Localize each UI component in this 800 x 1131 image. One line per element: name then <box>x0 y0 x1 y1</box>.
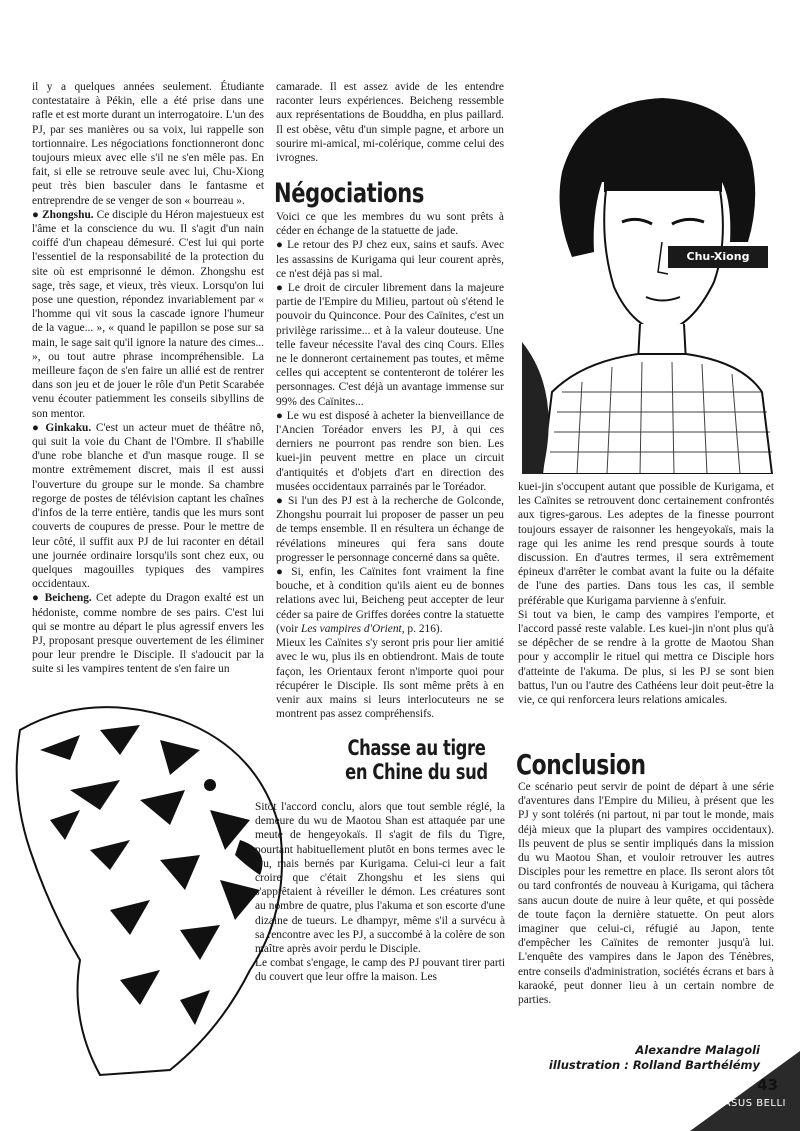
section-heading-conclusion: Conclusion <box>516 748 646 781</box>
npc-name: Beicheng. <box>44 592 92 605</box>
list-item-text: , p. 216). <box>401 622 443 635</box>
book-reference: Les vampires d'Orient <box>301 622 402 635</box>
bullet-icon: ● <box>276 282 288 295</box>
section-heading-negociations: Négociations <box>274 178 424 209</box>
list-item-text: Si, enfin, les Caïnites font vraiment la fine bouche, et à condition qu'ils aient eu de bonnes relations avec lui, Beicheng peut accepter de leur céder sa paire de Griffes dorées contre la statuette (voir <box>276 566 504 635</box>
paragraph: camarade. Il est assez avide de les entendre raconter leurs expériences. Beicheng ressemble aux représentations de Bouddha, en plus paillard. Il est obèse, vêtu d'un simple pagne, et arbore un sourire mi-amical, mi-colérique, comme celui des ivrognes. <box>276 81 504 165</box>
npc-description: Cet adepte du Dragon exalté est un hédoniste, comme nombre de ses pairs. C'est lui qui se montre au départ le plus agressif envers les PJ, proposant presque ouvertement de les éliminer pour leur prendre le Disciple. Il s'adoucit par la suite si les vampires tentent de s'en faire un <box>32 592 265 676</box>
npc-name: Ginkaku. <box>45 421 92 434</box>
bullet-icon: ● <box>276 239 288 252</box>
list-item-text: Le retour des PJ chez eux, sains et saufs. Avec les assassins de Kurigama qui leur courent après, ce n'est déjà pas si mal. <box>276 239 504 280</box>
page-corner-tab <box>690 1051 800 1131</box>
paragraph: Le combat s'engage, le camp des PJ pouvant tirer parti du couvert que leur offre la maison. Les <box>255 957 505 984</box>
list-item <box>276 565 504 636</box>
column-left <box>32 80 264 677</box>
npc-name: Zhongshu. <box>42 208 94 221</box>
heading-line-2: en Chine du sud <box>344 760 488 784</box>
heading-line-1: Chasse au tigre <box>347 736 485 760</box>
list-item <box>276 281 504 409</box>
npc-ginkaku <box>32 421 264 591</box>
list-item <box>276 494 504 565</box>
paragraph: il y a quelques années seulement. Étudiante contestataire à Pékin, elle a été prise dans une rafle et est morte durant un interrogatoire. L'un des PJ, par ses manières ou sa voix, lui rappelle son tortionnaire. Les négociations fonctionneront donc toujours mieux avec elle s'il ne s'en mêle pas. En fait, si elle se retrouve seule avec lui, Chu-Xiong peut très bien basculer dans le fantasme et entreprendre de se venger de son « bourreau ». <box>32 81 264 207</box>
list-item-text: Le wu est disposé à acheter la bienveillance de l'Ancien Toréador envers les PJ, à qui ces derniers ne pourront pas rendre son bien. Les kuei-jin peuvent mettre en place un circuit d'antiquités et d'objets d'art en direction des musées occidentaux parrainés par le Toréador. <box>276 409 504 493</box>
section-heading-chasse <box>316 736 516 784</box>
magazine-name: CASUS BELLI <box>716 1098 786 1109</box>
chasse-section-text <box>255 800 505 985</box>
npc-beicheng <box>32 591 264 676</box>
illustration-credit: illustration : Rolland Barthélémy <box>548 1058 760 1072</box>
column-middle-top <box>276 80 504 165</box>
paragraph: Ce scénario peut servir de point de départ à une série d'aventures dans l'Empire du Milieu, à présent que les PJ y sont tolérés (ni partout, ni par tout le monde, mais déjà mieux que la plupart des vampires occidentaux). Ils peuvent de plus se sentir impliqués dans la mission du wu Maotou Shan, et vouloir retrouver les autres Disciples pour les remettre en place. Ils seront alors tôt ou tard confrontés de nouveau à Kurigama, qui tâchera sans aucun doute de nuire à leur quête, et qui possède de toute façon la dernière statuette. On peut alors imaginer que celui-ci, réfugié au Japon, tente d'empêcher les Caïnites de remonter jusqu'à lui. L'enquête des vampires dans le Japon des Ténèbres, entre conseils d'administration, sociétés écrans et bars à karaoké, peut donner lieu à un certain nombre de parties. <box>518 781 774 1007</box>
list-item <box>276 238 504 281</box>
list-item <box>276 409 504 494</box>
illustration-caption: Chu-Xiong <box>668 246 768 268</box>
bullet-icon: ● <box>276 409 287 422</box>
bullet-icon: ● <box>276 566 292 579</box>
paragraph: Si tout va bien, le camp des vampires l'emporte, et l'accord passé reste valable. Les kuei-jin n'ont plus qu'à se dépêcher de se rendre à la grotte de Maotou Shan pour y accomplir le rituel qui mettra ce Disciple hors d'atteinte de l'akuma. De plus, si les PJ se sont bien battus, l'un ou l'autre des Cathéens leur doit peut-être la vie, ce qui renforcera leurs relations amicales. <box>518 608 774 707</box>
paragraph: Sitôt l'accord conclu, alors que tout semble réglé, la demeure du wu de Maotou Shan est attaquée par une meute de hengeyokaïs. Il s'agit de fils du Tigre, pourtant habituellement plutôt en bons termes avec le wu, mais bernés par Kurigama. Celui-ci leur a fait croire que c'était Zhongshu et les siens qui s'apprêtaient à réveiller le démon. Les créatures sont au nombre de quatre, plus l'akuma et son escorte d'une dizaine de tueurs. Le dhampyr, même s'il a survécu à sa rencontre avec les PJ, a succombé à la colère de son maître après avoir perdu le Disciple. <box>255 801 505 956</box>
npc-zhongshu <box>32 208 264 421</box>
column-right-conclusion <box>518 780 774 1007</box>
list-item-text: Si l'un des PJ est à la recherche de Golconde, Zhongshu pourrait lui proposer de passer un peu de temps ensemble. Il en résultera un échange de révélations mineures qui fera sans doute progresser le personnage concerné dans sa quête. <box>276 495 504 564</box>
paragraph: Voici ce que les membres du wu sont prêts à céder en échange de la statuette de jade. <box>276 211 504 238</box>
bullet-icon: ● <box>276 495 289 508</box>
npc-description: C'est un acteur muet de théâtre nô, qui suit la voie du Chant de l'Ombre. Il s'habille d'une robe blanche et d'un masque rouge. Il se montre extrêmement discret, mais il est aussi l'ouverture du groupe sur le monde. Sa chambre regorge de postes de télévision captant les chaînes d'infos de la terre entière, tandis que les murs sont couverts de coupures de presse. Pour le mettre de leur côté, il suffit aux PJ de lui raconter en détail une journée ordinaire lorsqu'ils sont chez eux, ou quelques magouilles typiques des vampires occidentaux. <box>32 421 265 591</box>
page-number: 43 <box>757 1076 778 1094</box>
bullet-icon: ● <box>32 592 45 605</box>
author-credit: Alexandre Malagoli <box>635 1043 760 1057</box>
bullet-icon: ● <box>32 421 46 434</box>
paragraph: kuei-jin s'occupent autant que possible de Kurigama, et les Caïnites se retrouvent donc certainement confrontés aux tigres-garous. Les adeptes de la finesse pourront toujours essayer de raisonner les hengeyokaïs, mais la rage qui les anime les rend presque sourds à toute discussion. En d'autres termes, il sera extrêmement épineux d'arrêter le combat avant la fuite ou la défaite de l'une des parties. Dans tous les cas, il semble préférable que Kurigama parvienne à s'enfuir. <box>518 481 774 607</box>
paragraph: Mieux les Caïnites s'y seront pris pour lier amitié avec le wu, plus ils en obtiendront. Mais de toute façon, les Orientaux feront n'importe quoi pour récupérer le Disciple. Ils sont même prêts à en venir aux mains si leurs interlocuteurs ne se montrent pas assez compréhensifs. <box>276 637 504 721</box>
column-middle <box>276 210 504 721</box>
chu-xiong-illustration <box>522 92 784 474</box>
list-item-text: Le droit de circuler librement dans la majeure partie de l'Empire du Milieu, partout où s'étend le pouvoir du Quinconce. Pour des Caïnites, c'est un privilège rarissime... et à la valeur douteuse. Une telle faveur nécessite l'aval des cinq Cours. Elles ne le donneront certainement pas toutes, et même celles qui acceptent se contenteront de tolérer les personnages. C'est déjà un avantage immense sur 99% des Caïnites... <box>276 282 504 408</box>
bullet-icon: ● <box>32 208 43 221</box>
npc-description: Ce disciple du Héron majestueux est l'âme et la conscience du wu. Il s'agit d'un nain coiffé d'un chapeau démesuré. C'est lui qui porte l'essentiel de la responsabilité de la protection du site où est emprisonné le démon. Zhongshu est sage, très sage, et vieux, très vieux. Lorsqu'on lui pose une question, répondez invariablement par « l'homme qui vit sous la cascade ignore l'humeur de la vague... », « quand le papillon se pose sur sa main, le sage sait qu'il ignore la nature des cimes... », ou tout autre phrase incompréhensible. La meilleure façon de s'en faire un allié est de rentrer dans son jeu et de jouer le rôle d'un Petit Scarabée venu écouter patiemment les conseils sibyllins de son mentor. <box>32 208 264 420</box>
column-right <box>518 480 774 707</box>
